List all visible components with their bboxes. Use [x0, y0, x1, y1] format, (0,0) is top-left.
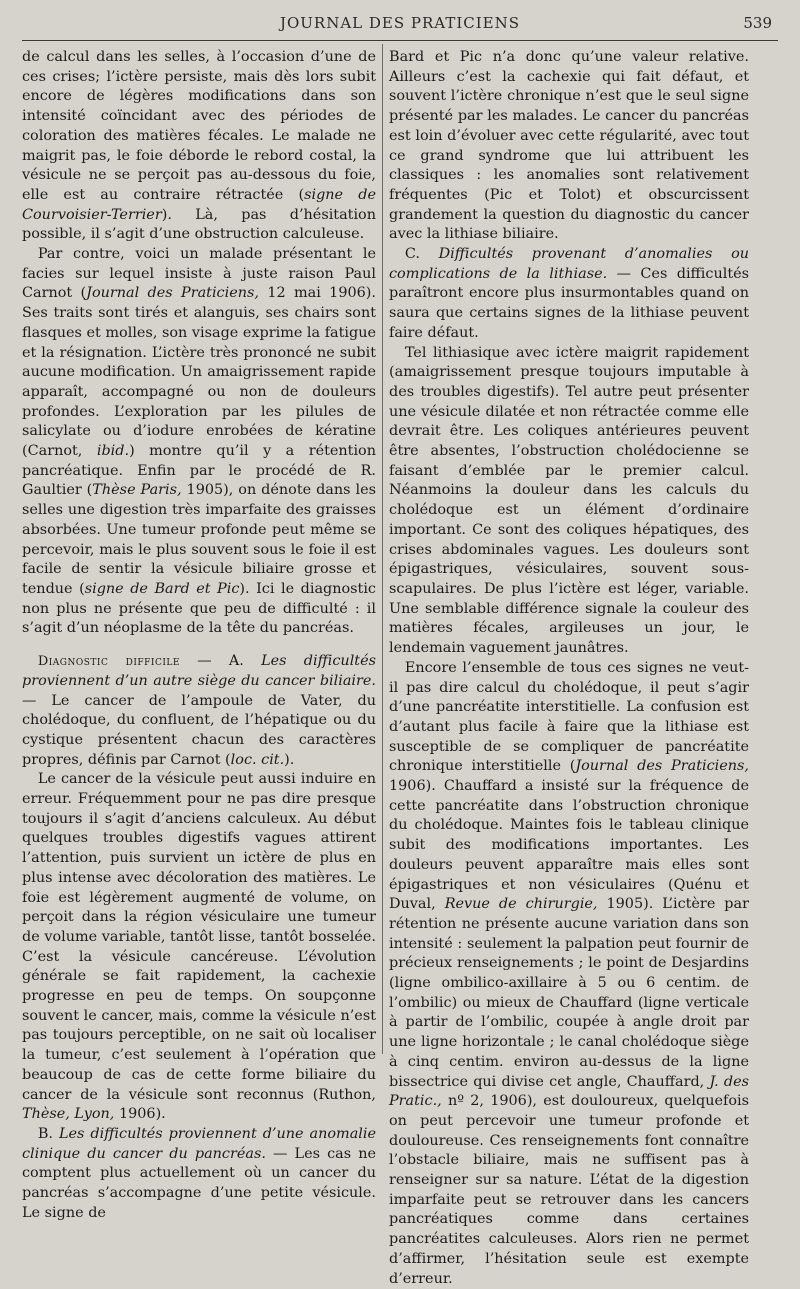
left-column	[22, 48, 376, 1223]
paragraph: C. Difficultés provenant d’anomalies ou complications de la lithiase. — Ces difficultés paraîtront encore plus insurmontables quand on saura que certains signes de la lithiase peuvent faire défaut.	[389, 246, 750, 341]
page-header	[22, 12, 778, 38]
paragraph: de calcul dans les selles, à l’occasion d’une de ces crises; l’ictère persiste, mais dès lors subit encore de légères modifications dans son intensité coïncidant avec des périodes de coloration des matières fécales. Le malade ne maigrit pas, le foie déborde le rebord costal, la vésicule ne se perçoit pas au-dessous du foie, elle est au contraire rétractée (signe de Courvoisier-Terrier). Là, pas d’hésitation possible, il s’agit d’une obstruction calculeuse.	[22, 49, 376, 243]
paragraph: Bard et Pic n’a donc qu’une valeur relative. Ailleurs c’est la cachexie qui fait défaut, et souvent l’ictère chronique n’est que le seul signe présenté par les malades. Le cancer du pancréas est loin d’évoluer avec cette régularité, avec tout ce grand syndrome que lui attribuent les classiques : les anomalies sont relativement fréquentes (Pic et Tolot) et obscurcissent grandement la question du diagnostic du cancer avec la lithiase biliaire.	[389, 49, 749, 243]
header-rule	[22, 40, 778, 41]
paragraph: Tel lithiasique avec ictère maigrit rapidement (amaigrissement presque toujours imputable à des troubles digestifs). Tel autre peut présenter une vésicule dilatée et non rétractée comme elle devrait être. Les coliques antérieures peuvent être absentes, l’obstruction cholédocienne se faisant d’emblée par le premier calcul. Néanmoins la douleur dans les calculs du cholédoque est un élément d’ordinaire important. Ce sont des coliques hépatiques, des crises abdominales vagues. Les douleurs sont épigastriques, vésiculaires, souvent sous-scapulaires. De plus l’ictère est léger, variable. Une semblable différence signale la couleur des matières fécales, argileuses un jour, le lendemain vaguement jaunâtres.	[389, 344, 749, 657]
paragraph: Le cancer de la vésicule peut aussi induire en erreur. Fréquemment pour ne pas dire presque toujours il s’agit d’anciens calculeux. Au début quelques troubles digestifs vagues attirent l’attention, puis survient un ictère de plus en plus intense avec décoloration des matières. Le foie est légèrement augmenté de volume, on perçoit dans la région vésiculaire une tumeur de volume variable, tantôt lisse, tantôt bosselée. C’est la vésicule cancéreuse. L’évolution générale se fait rapidement, la cachexie progresse en peu de temps. On soupçonne souvent le cancer, mais, comme la vésicule n’est pas toujours perceptible, on ne sait où localiser la tumeur, c’est seulement à l’opération que beaucoup de cas de cette forme biliaire du cancer de la vésicule sont reconnus (Ruthon, Thèse, Lyon, 1906).	[22, 771, 376, 1123]
running-head: JOURNAL DES PRATICIENS	[279, 14, 521, 32]
paragraph: Par contre, voici un malade présentant le facies sur lequel insiste à juste raison Paul Carnot (Journal des Praticiens, 12 mai 1906). Ses traits sont tirés et alanguis, ses chairs sont flasques et molles, son visage exprime la fatigue et la résignation. L’ictère très prononcé ne subit aucune modification. Un amaigrissement rapide apparaît, accompagné ou non de douleurs profondes. L’exploration par les pilules de salicylate ou d’iodure enrobées de kératine (Carnot, ibid.) montre qu’il y a rétention pancréatique. Enfin par le procédé de R. Gaultier (Thèse Paris, 1905), on dénote dans les selles une digestion très imparfaite des graisses absorbées. Une tumeur profonde peut même se percevoir, mais le plus souvent sous le foie il est facile de sentir la vésicule biliaire grosse et tendue (signe de Bard et Pic). Ici le diagnostic non plus ne présente que peu de difficulté : il s’agit d’un néoplasme de la tête du pancréas.	[22, 246, 376, 637]
section-heading: Diagnostic difficile	[37, 654, 180, 670]
column-divider	[382, 44, 383, 1054]
right-column	[389, 48, 749, 1289]
paragraph: Encore l’ensemble de tous ces signes ne veut-il pas dire calcul du cholédoque, il peut s’agir d’une pancréatite interstitielle. La confusion est d’autant plus facile à faire que la lithiase est susceptible de se compliquer de pancréatite chronique interstitielle (Journal des Praticiens, 1906). Chauffard a insisté sur la fréquence de cette pancréatite dans l’obstruction chronique du cholédoque. Maintes fois le tableau clinique subit des modifications importantes. Les douleurs peuvent apparaître mais elles sont épigastriques et non vésiculaires (Quénu et Duval, Revue de chirurgie, 1905). L’ictère par rétention ne présente aucune variation dans son intensité : seulement la palpation peut fournir de précieux renseignements ; le point de Desjardins (ligne ombilico-axillaire à 5 ou 6 centim. de l’ombilic) ou mieux de Chauffard (ligne verticale à partir de l’ombilic, coupée à angle droit par une ligne horizontale ; le canal cholédoque siège à cinq centim. environ au-dessus de la ligne bissectrice qui divise cet angle, Chauffard, J. des Pratic., nº 2, 1906), est douloureux, quelquefois on peut percevoir une tumeur profonde et douloureuse. Ces renseignements font connaître l’obstacle biliaire, mais ne suffisent pas à renseigner sur sa nature. L’état de la digestion imparfaite peut se retrouver dans les cancers pancréatiques comme dans certaines pancréatites calculeuses. Alors rien ne permet d’affirmer, l’hésitation seule est exempte d’erreur.	[389, 659, 749, 1287]
paragraph: B. Les difficultés proviennent d’une anomalie clinique du cancer du pancréas. — Les cas ne comptent plus actuellement où un cancer du pancréas s’accompagne d’une petite vésicule. Le signe de	[22, 1125, 376, 1221]
section-heading-paragraph: Diagnostic difficile — A. Les difficultés proviennent d’un autre siège du cancer biliaire. — Le cancer de l’ampoule de Vater, du cholédoque, du confluent, de l’hépatique ou du cystique présentent chacun des caractères propres, définis par Carnot (loc. cit.).	[22, 653, 376, 768]
page-number: 539	[743, 14, 772, 32]
